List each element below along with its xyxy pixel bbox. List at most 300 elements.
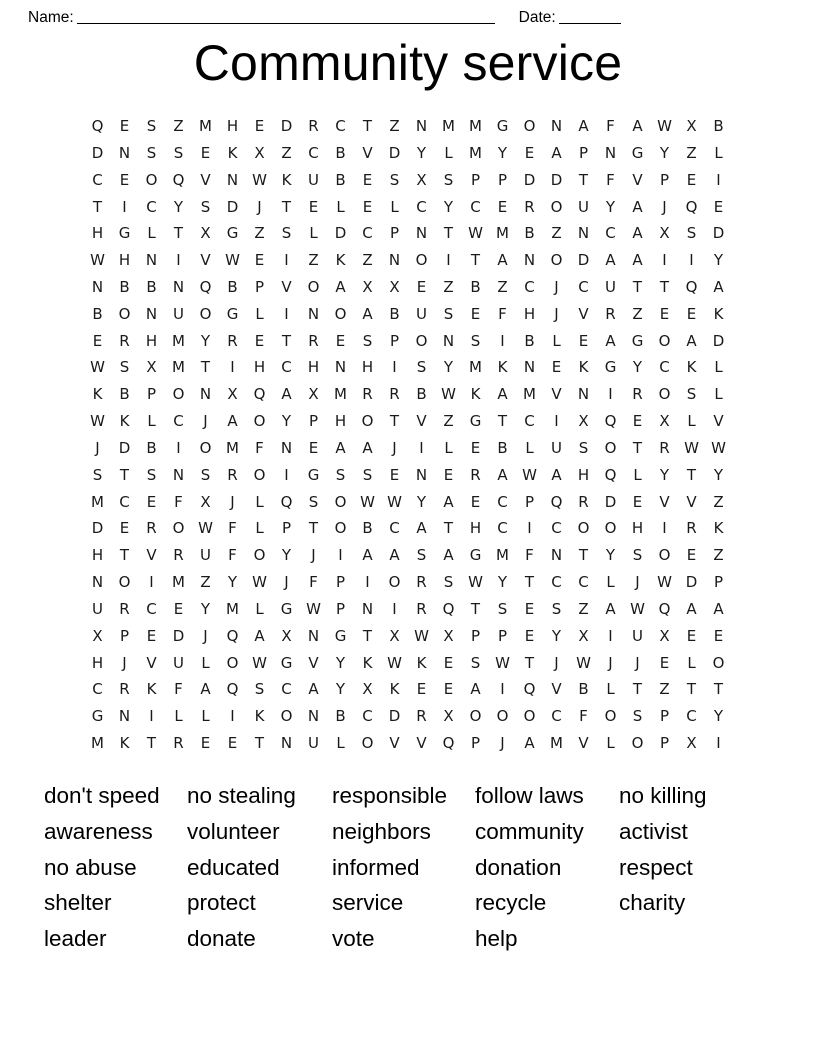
grid-letter[interactable]: S (362, 465, 373, 484)
grid-letter[interactable]: D (712, 224, 725, 243)
grid-letter[interactable]: Z (632, 304, 643, 323)
grid-letter[interactable]: K (578, 358, 589, 377)
grid-letter[interactable]: G (280, 599, 293, 618)
grid-letter[interactable]: N (91, 573, 104, 592)
grid-letter[interactable]: I (149, 707, 154, 726)
grid-letter[interactable]: B (119, 277, 130, 296)
word-list-item[interactable]: recycle (475, 890, 547, 916)
grid-letter[interactable]: I (149, 573, 154, 592)
grid-letter[interactable]: N (604, 143, 617, 162)
grid-letter[interactable]: Y (335, 653, 346, 672)
grid-letter[interactable]: T (470, 251, 481, 270)
grid-letter[interactable]: H (91, 546, 104, 565)
grid-letter[interactable]: K (281, 170, 292, 189)
grid-letter[interactable]: D (712, 331, 725, 350)
grid-letter[interactable]: O (253, 465, 266, 484)
grid-letter[interactable]: Q (442, 734, 455, 753)
grid-letter[interactable]: X (686, 117, 697, 136)
grid-letter[interactable]: D (172, 626, 185, 645)
grid-letter[interactable]: E (173, 599, 184, 618)
grid-letter[interactable]: Y (200, 599, 211, 618)
grid-letter[interactable]: B (227, 277, 238, 296)
grid-letter[interactable]: S (686, 224, 697, 243)
grid-letter[interactable]: X (200, 492, 211, 511)
grid-letter[interactable]: Y (659, 465, 670, 484)
grid-letter[interactable]: F (579, 707, 588, 726)
grid-letter[interactable]: W (441, 385, 456, 404)
grid-letter[interactable]: O (550, 251, 563, 270)
grid-letter[interactable]: G (226, 304, 239, 323)
grid-letter[interactable]: P (389, 331, 400, 350)
grid-letter[interactable]: E (200, 734, 211, 753)
grid-letter[interactable]: C (524, 412, 535, 431)
grid-letter[interactable]: S (281, 224, 292, 243)
grid-letter[interactable]: A (686, 599, 697, 618)
grid-letter[interactable]: K (254, 707, 265, 726)
grid-letter[interactable]: V (578, 304, 589, 323)
grid-letter[interactable]: P (470, 170, 481, 189)
grid-letter[interactable]: P (470, 734, 481, 753)
grid-letter[interactable]: Q (604, 412, 617, 431)
grid-letter[interactable]: Z (659, 680, 670, 699)
grid-letter[interactable]: R (308, 117, 319, 136)
grid-letter[interactable]: F (606, 117, 615, 136)
grid-letter[interactable]: E (443, 653, 454, 672)
grid-letter[interactable]: B (713, 117, 724, 136)
grid-letter[interactable]: R (686, 519, 697, 538)
grid-letter[interactable]: P (254, 277, 265, 296)
grid-letter[interactable]: A (227, 412, 238, 431)
grid-letter[interactable]: N (361, 599, 374, 618)
word-list-item[interactable]: leader (44, 926, 107, 952)
grid-letter[interactable]: E (470, 304, 481, 323)
grid-letter[interactable]: S (686, 385, 697, 404)
grid-letter[interactable]: E (578, 331, 589, 350)
grid-letter[interactable]: X (254, 143, 265, 162)
grid-letter[interactable]: N (118, 707, 131, 726)
grid-letter[interactable]: P (335, 573, 346, 592)
grid-letter[interactable]: W (198, 519, 213, 538)
grid-letter[interactable]: O (523, 117, 536, 136)
grid-letter[interactable]: A (389, 546, 400, 565)
grid-letter[interactable]: C (92, 170, 103, 189)
grid-letter[interactable]: Y (227, 573, 238, 592)
grid-letter[interactable]: X (578, 626, 589, 645)
grid-letter[interactable]: W (306, 599, 321, 618)
word-list-item[interactable]: respect (619, 854, 693, 880)
grid-letter[interactable]: L (444, 143, 453, 162)
grid-letter[interactable]: W (576, 653, 591, 672)
grid-letter[interactable]: E (254, 251, 265, 270)
grid-letter[interactable]: B (578, 680, 589, 699)
grid-letter[interactable]: I (122, 197, 127, 216)
grid-letter[interactable]: T (632, 680, 643, 699)
grid-letter[interactable]: E (416, 680, 427, 699)
grid-letter[interactable]: T (524, 573, 535, 592)
grid-letter[interactable]: R (524, 197, 535, 216)
grid-letter[interactable]: M (469, 143, 482, 162)
grid-letter[interactable]: D (550, 170, 563, 189)
word-list-item[interactable]: no stealing (187, 783, 296, 808)
grid-letter[interactable]: E (362, 170, 373, 189)
grid-letter[interactable]: B (389, 304, 400, 323)
grid-letter[interactable]: O (658, 546, 671, 565)
grid-letter[interactable]: D (388, 707, 401, 726)
grid-letter[interactable]: Z (578, 599, 589, 618)
grid-letter[interactable]: T (632, 438, 643, 457)
grid-letter[interactable]: O (226, 653, 239, 672)
grid-letter[interactable]: X (308, 385, 319, 404)
grid-letter[interactable]: E (92, 331, 103, 350)
grid-letter[interactable]: L (687, 653, 696, 672)
grid-letter[interactable]: K (92, 385, 103, 404)
grid-letter[interactable]: U (308, 170, 319, 189)
grid-letter[interactable]: S (443, 170, 454, 189)
grid-letter[interactable]: E (686, 304, 697, 323)
grid-letter[interactable]: B (524, 331, 535, 350)
grid-letter[interactable]: S (443, 304, 454, 323)
grid-letter[interactable]: O (604, 519, 617, 538)
grid-letter[interactable]: A (605, 251, 616, 270)
grid-letter[interactable]: T (281, 197, 292, 216)
word-list-item[interactable]: educated (187, 854, 280, 880)
grid-letter[interactable]: S (146, 465, 157, 484)
grid-letter[interactable]: O (172, 519, 185, 538)
grid-letter[interactable]: Y (497, 143, 508, 162)
grid-letter[interactable]: D (685, 573, 698, 592)
grid-letter[interactable]: F (228, 519, 237, 538)
grid-letter[interactable]: N (307, 707, 320, 726)
grid-letter[interactable]: J (500, 734, 505, 753)
grid-letter[interactable]: Y (605, 546, 616, 565)
grid-letter[interactable]: O (253, 412, 266, 431)
grid-letter[interactable]: G (280, 653, 293, 672)
grid-letter[interactable]: D (577, 251, 590, 270)
grid-letter[interactable]: S (497, 599, 508, 618)
grid-letter[interactable]: D (334, 224, 347, 243)
grid-letter[interactable]: E (686, 170, 697, 189)
grid-letter[interactable]: B (92, 304, 103, 323)
grid-letter[interactable]: W (468, 224, 483, 243)
grid-letter[interactable]: T (173, 224, 184, 243)
grid-letter[interactable]: W (522, 465, 537, 484)
grid-letter[interactable]: V (632, 170, 643, 189)
grid-letter[interactable]: J (635, 653, 640, 672)
grid-letter[interactable]: D (523, 170, 536, 189)
grid-letter[interactable]: I (716, 734, 721, 753)
grid-letter[interactable]: L (687, 412, 696, 431)
grid-letter[interactable]: Z (713, 492, 724, 511)
grid-letter[interactable]: I (689, 251, 694, 270)
grid-letter[interactable]: N (172, 465, 185, 484)
grid-letter[interactable]: L (444, 438, 453, 457)
grid-letter[interactable]: R (389, 385, 400, 404)
grid-letter[interactable]: C (173, 412, 184, 431)
grid-letter[interactable]: W (252, 170, 267, 189)
grid-letter[interactable]: C (362, 224, 373, 243)
grid-letter[interactable]: V (200, 170, 211, 189)
grid-letter[interactable]: R (308, 331, 319, 350)
grid-letter[interactable]: G (604, 358, 617, 377)
grid-letter[interactable]: I (716, 170, 721, 189)
grid-letter[interactable]: O (415, 331, 428, 350)
grid-letter[interactable]: I (554, 412, 559, 431)
grid-letter[interactable]: F (498, 304, 507, 323)
grid-letter[interactable]: C (281, 358, 292, 377)
grid-letter[interactable]: C (551, 519, 562, 538)
grid-letter[interactable]: U (632, 626, 643, 645)
grid-letter[interactable]: T (200, 358, 211, 377)
grid-letter[interactable]: L (309, 224, 318, 243)
grid-letter[interactable]: E (227, 734, 238, 753)
grid-letter[interactable]: L (525, 438, 534, 457)
grid-letter[interactable]: J (554, 277, 559, 296)
grid-letter[interactable]: H (91, 653, 104, 672)
grid-letter[interactable]: T (659, 277, 670, 296)
grid-letter[interactable]: V (389, 734, 400, 753)
grid-letter[interactable]: S (200, 465, 211, 484)
grid-letter[interactable]: P (281, 519, 292, 538)
grid-letter[interactable]: U (416, 304, 427, 323)
grid-letter[interactable]: T (524, 653, 535, 672)
grid-letter[interactable]: D (388, 143, 401, 162)
grid-letter[interactable]: O (577, 519, 590, 538)
word-list-item[interactable]: activist (619, 818, 688, 844)
word-list-item[interactable]: community (475, 818, 584, 844)
grid-letter[interactable]: O (199, 304, 212, 323)
grid-letter[interactable]: I (500, 331, 505, 350)
grid-letter[interactable]: Q (604, 465, 617, 484)
grid-letter[interactable]: X (281, 626, 292, 645)
grid-letter[interactable]: L (390, 197, 399, 216)
grid-letter[interactable]: U (173, 304, 184, 323)
grid-letter[interactable]: Y (443, 197, 454, 216)
grid-letter[interactable]: I (419, 438, 424, 457)
grid-letter[interactable]: W (360, 492, 375, 511)
grid-letter[interactable]: B (497, 438, 508, 457)
grid-letter[interactable]: G (631, 331, 644, 350)
grid-letter[interactable]: I (608, 626, 613, 645)
grid-letter[interactable]: W (90, 412, 105, 431)
grid-letter[interactable]: O (658, 385, 671, 404)
grid-letter[interactable]: L (714, 385, 723, 404)
grid-letter[interactable]: H (631, 519, 644, 538)
grid-letter[interactable]: A (605, 331, 616, 350)
grid-letter[interactable]: J (635, 573, 640, 592)
grid-letter[interactable]: E (470, 438, 481, 457)
grid-letter[interactable]: F (309, 573, 318, 592)
grid-letter[interactable]: M (172, 358, 185, 377)
grid-letter[interactable]: O (334, 304, 347, 323)
grid-letter[interactable]: J (257, 197, 262, 216)
grid-letter[interactable]: H (118, 251, 131, 270)
grid-letter[interactable]: X (659, 626, 670, 645)
grid-letter[interactable]: L (201, 653, 210, 672)
grid-letter[interactable]: C (497, 519, 508, 538)
grid-letter[interactable]: P (497, 626, 508, 645)
grid-letter[interactable]: E (146, 492, 157, 511)
grid-letter[interactable]: A (497, 465, 508, 484)
grid-letter[interactable]: J (392, 438, 397, 457)
grid-letter[interactable]: A (551, 143, 562, 162)
grid-letter[interactable]: J (203, 626, 208, 645)
grid-letter[interactable]: I (608, 385, 613, 404)
grid-letter[interactable]: R (470, 465, 481, 484)
grid-letter[interactable]: X (659, 412, 670, 431)
grid-letter[interactable]: O (334, 519, 347, 538)
grid-letter[interactable]: S (254, 680, 265, 699)
grid-letter[interactable]: W (252, 573, 267, 592)
grid-letter[interactable]: A (335, 438, 346, 457)
word-list-item[interactable]: awareness (44, 818, 153, 844)
grid-letter[interactable]: Q (226, 680, 239, 699)
grid-letter[interactable]: E (119, 519, 130, 538)
grid-letter[interactable]: E (497, 197, 508, 216)
grid-letter[interactable]: N (172, 277, 185, 296)
grid-letter[interactable]: M (91, 734, 104, 753)
grid-letter[interactable]: T (146, 734, 157, 753)
grid-letter[interactable]: A (524, 734, 535, 753)
grid-letter[interactable]: X (578, 412, 589, 431)
grid-letter[interactable]: V (281, 277, 292, 296)
grid-letter[interactable]: D (226, 197, 239, 216)
grid-letter[interactable]: O (658, 331, 671, 350)
word-list-item[interactable]: follow laws (475, 783, 584, 808)
grid-letter[interactable]: J (554, 653, 559, 672)
grid-letter[interactable]: U (605, 277, 616, 296)
grid-letter[interactable]: C (686, 707, 697, 726)
grid-letter[interactable]: C (389, 519, 400, 538)
grid-letter[interactable]: P (659, 707, 670, 726)
grid-letter[interactable]: Z (389, 117, 400, 136)
grid-letter[interactable]: M (496, 224, 509, 243)
grid-letter[interactable]: K (335, 251, 346, 270)
grid-letter[interactable]: I (230, 707, 235, 726)
grid-letter[interactable]: Q (172, 170, 185, 189)
word-list-item[interactable]: no killing (619, 783, 707, 808)
grid-letter[interactable]: M (226, 599, 239, 618)
grid-letter[interactable]: P (578, 143, 589, 162)
word-list-item[interactable]: neighbors (332, 818, 431, 844)
grid-letter[interactable]: M (91, 492, 104, 511)
grid-letter[interactable]: X (146, 358, 157, 377)
grid-letter[interactable]: E (389, 465, 400, 484)
grid-letter[interactable]: A (416, 519, 427, 538)
grid-letter[interactable]: X (227, 385, 238, 404)
grid-letter[interactable]: X (443, 626, 454, 645)
grid-letter[interactable]: A (632, 251, 643, 270)
grid-letter[interactable]: T (119, 465, 130, 484)
grid-letter[interactable]: S (335, 465, 346, 484)
grid-letter[interactable]: Q (442, 599, 455, 618)
grid-letter[interactable]: L (255, 492, 264, 511)
grid-letter[interactable]: T (686, 465, 697, 484)
grid-letter[interactable]: S (200, 197, 211, 216)
grid-letter[interactable]: Z (443, 412, 454, 431)
grid-letter[interactable]: Q (253, 385, 266, 404)
grid-letter[interactable]: L (201, 707, 210, 726)
grid-letter[interactable]: C (524, 277, 535, 296)
grid-letter[interactable]: O (307, 277, 320, 296)
grid-letter[interactable]: S (173, 143, 184, 162)
grid-letter[interactable]: T (119, 546, 130, 565)
grid-letter[interactable]: L (174, 707, 183, 726)
grid-letter[interactable]: G (334, 626, 347, 645)
grid-letter[interactable]: N (415, 465, 428, 484)
grid-letter[interactable]: N (523, 358, 536, 377)
grid-letter[interactable]: A (362, 304, 373, 323)
grid-letter[interactable]: R (632, 385, 643, 404)
grid-letter[interactable]: A (686, 331, 697, 350)
grid-letter[interactable]: C (551, 707, 562, 726)
grid-letter[interactable]: P (659, 734, 670, 753)
grid-letter[interactable]: E (632, 412, 643, 431)
grid-letter[interactable]: V (416, 734, 427, 753)
grid-letter[interactable]: O (172, 385, 185, 404)
grid-letter[interactable]: Y (713, 251, 724, 270)
grid-letter[interactable]: R (227, 331, 238, 350)
grid-letter[interactable]: R (119, 599, 130, 618)
grid-letter[interactable]: Y (281, 412, 292, 431)
grid-letter[interactable]: Y (713, 707, 724, 726)
grid-letter[interactable]: N (415, 224, 428, 243)
grid-letter[interactable]: N (280, 438, 293, 457)
grid-letter[interactable]: I (284, 251, 289, 270)
grid-letter[interactable]: I (284, 465, 289, 484)
grid-letter[interactable]: B (335, 707, 346, 726)
grid-letter[interactable]: O (415, 251, 428, 270)
grid-letter[interactable]: L (714, 143, 723, 162)
grid-letter[interactable]: E (416, 277, 427, 296)
grid-letter[interactable]: C (605, 224, 616, 243)
grid-letter[interactable]: I (500, 680, 505, 699)
grid-letter[interactable]: O (712, 653, 725, 672)
grid-letter[interactable]: E (335, 331, 346, 350)
grid-letter[interactable]: H (91, 224, 104, 243)
grid-letter[interactable]: A (335, 277, 346, 296)
grid-letter[interactable]: E (308, 197, 319, 216)
grid-letter[interactable]: I (338, 546, 343, 565)
grid-letter[interactable]: L (255, 519, 264, 538)
grid-letter[interactable]: V (200, 251, 211, 270)
grid-letter[interactable]: Y (605, 197, 616, 216)
grid-letter[interactable]: U (308, 734, 319, 753)
grid-letter[interactable]: O (496, 707, 509, 726)
grid-letter[interactable]: T (92, 197, 103, 216)
grid-letter[interactable]: Q (550, 492, 563, 511)
grid-letter[interactable]: K (227, 143, 238, 162)
grid-letter[interactable]: M (469, 358, 482, 377)
grid-letter[interactable]: X (200, 224, 211, 243)
grid-letter[interactable]: B (470, 277, 481, 296)
grid-letter[interactable]: L (147, 224, 156, 243)
grid-letter[interactable]: R (227, 465, 238, 484)
grid-letter[interactable]: Q (199, 277, 212, 296)
grid-letter[interactable]: D (604, 492, 617, 511)
grid-letter[interactable]: V (551, 680, 562, 699)
grid-letter[interactable]: W (711, 438, 726, 457)
grid-letter[interactable]: G (91, 707, 104, 726)
grid-letter[interactable]: Q (685, 277, 698, 296)
grid-letter[interactable]: Z (254, 224, 265, 243)
grid-letter[interactable]: M (334, 385, 347, 404)
grid-letter[interactable]: P (524, 492, 535, 511)
grid-letter[interactable]: K (146, 680, 157, 699)
grid-letter[interactable]: N (91, 277, 104, 296)
grid-letter[interactable]: N (307, 626, 320, 645)
grid-letter[interactable]: N (577, 224, 590, 243)
grid-letter[interactable]: R (119, 331, 130, 350)
